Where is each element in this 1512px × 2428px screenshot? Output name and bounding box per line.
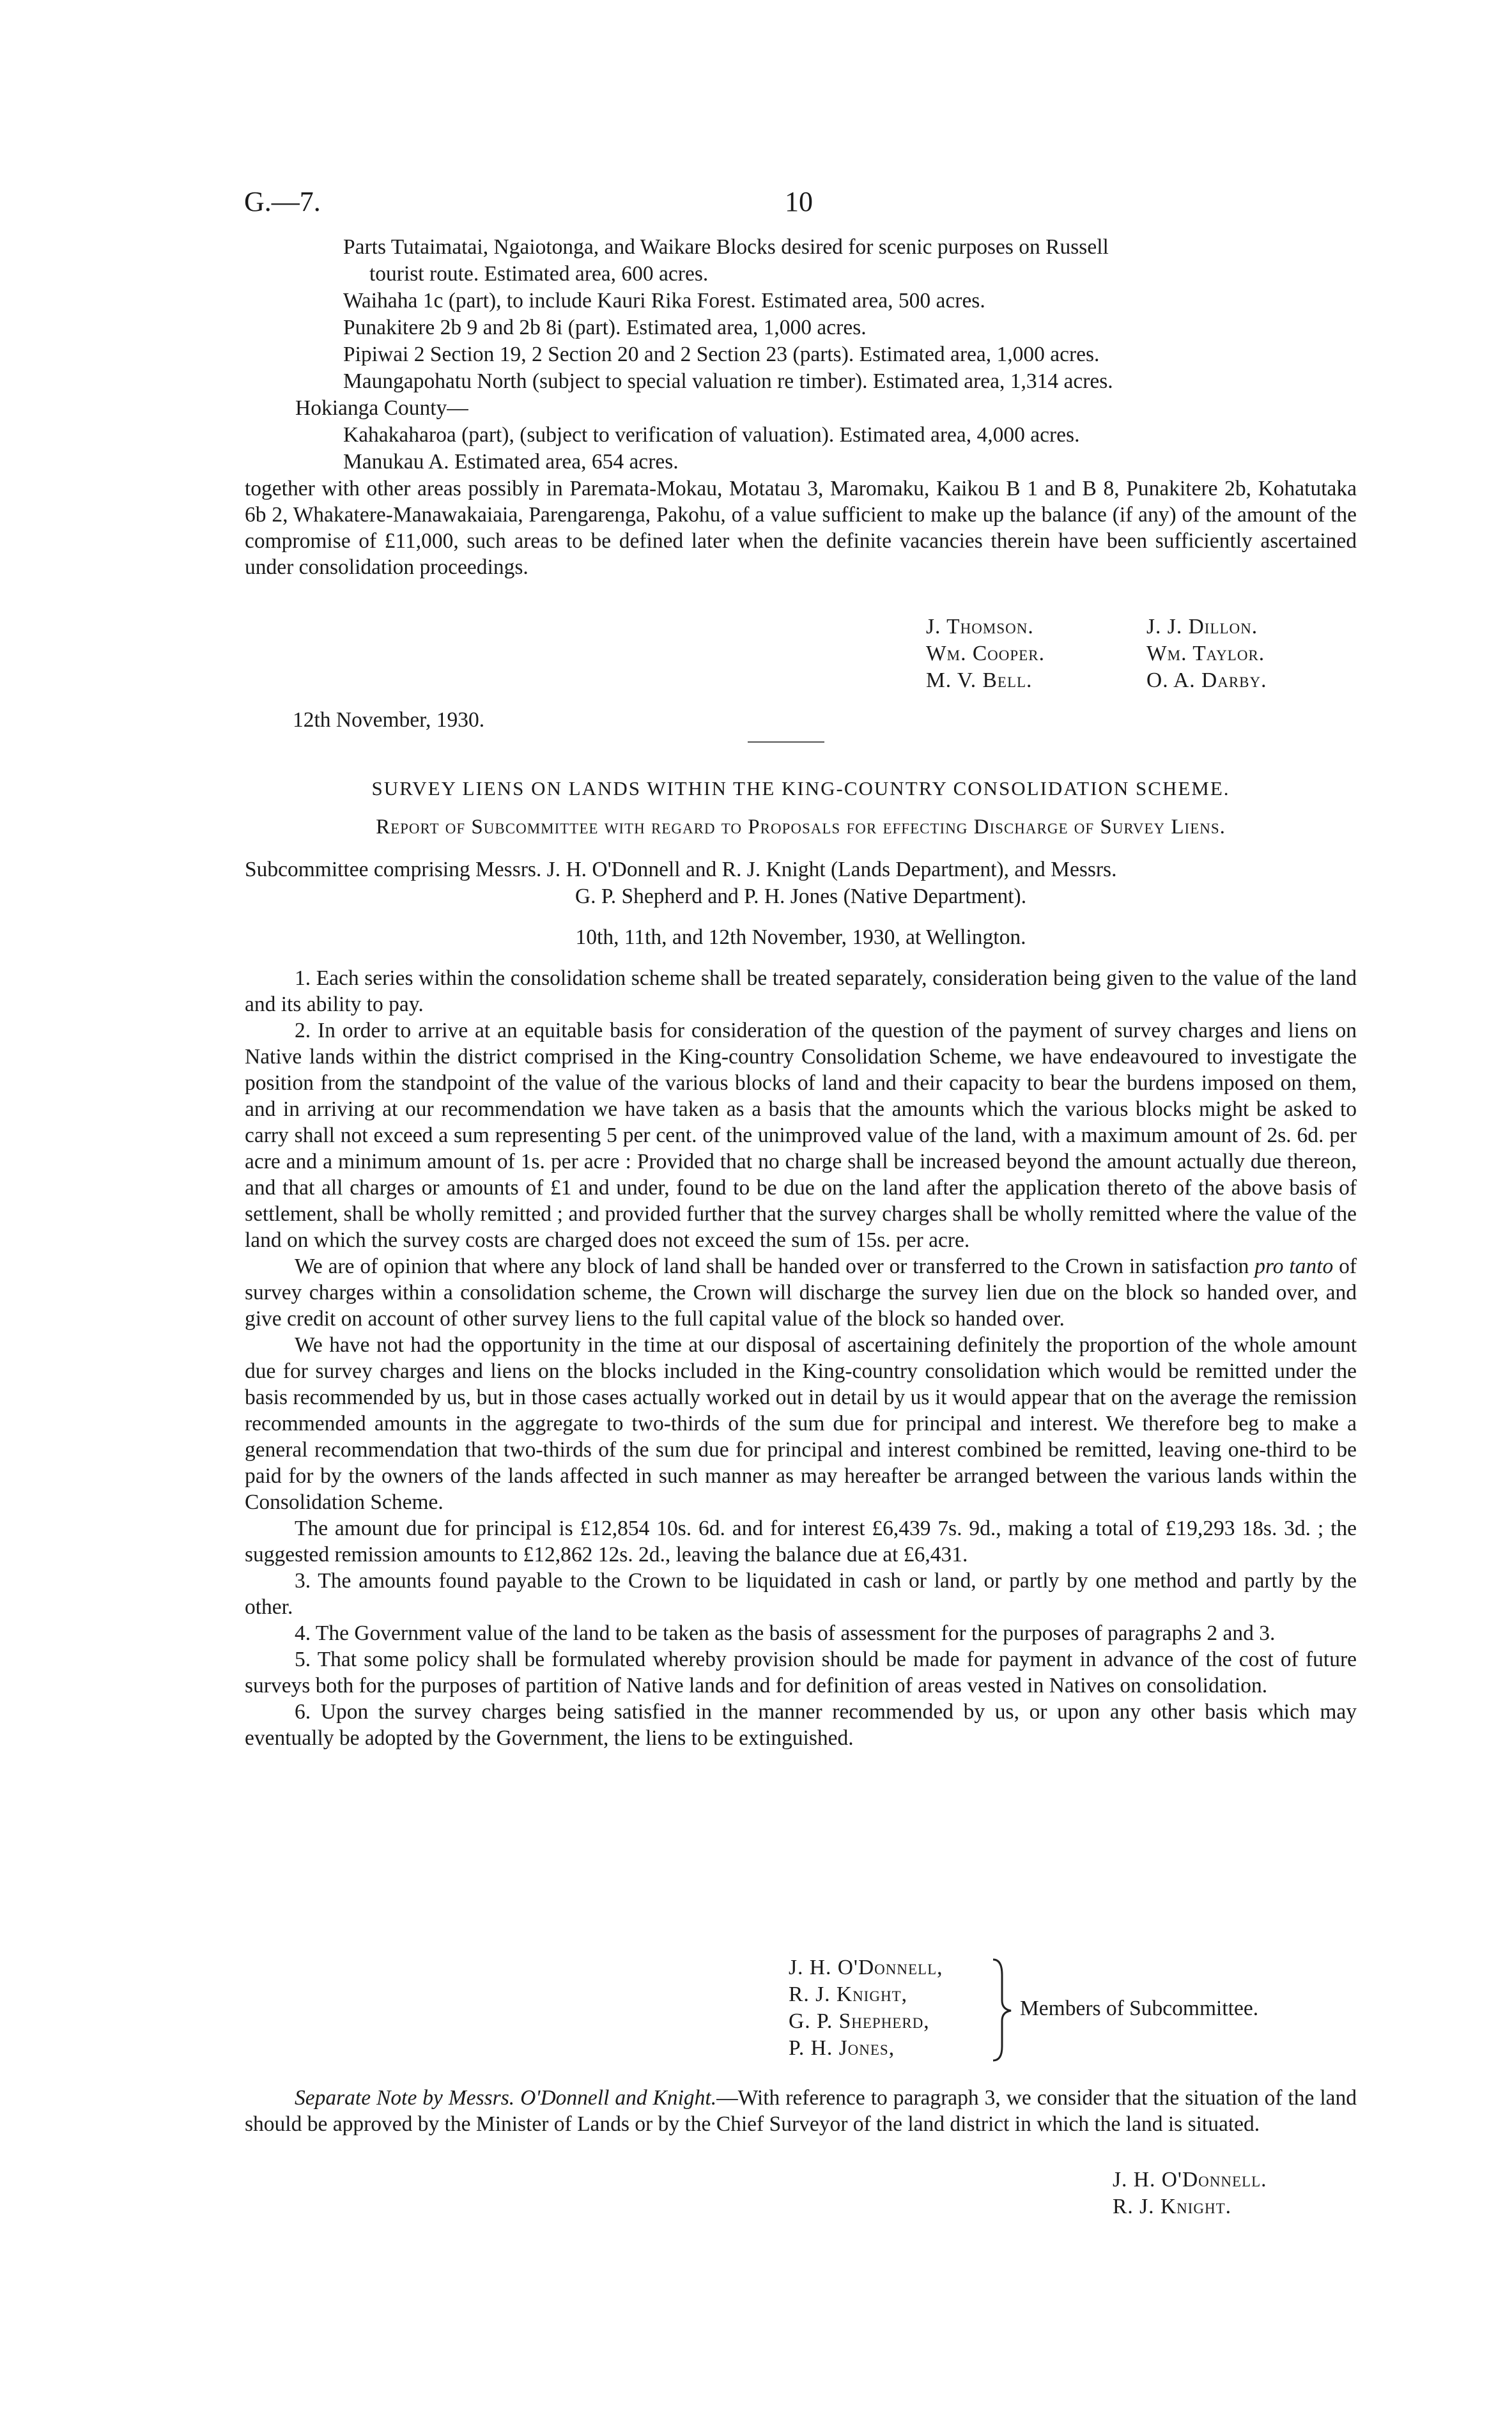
paragraph-2-crown — [245, 1253, 1357, 1332]
subcommittee-line: Subcommittee comprising Messrs. J. H. O'Donnell and R. J. Knight (Lands Department), and Messrs. — [245, 858, 1117, 881]
member-name: P. H. Jones, — [789, 2036, 895, 2060]
divider — [748, 741, 824, 743]
meeting-dates: 10th, 11th, and 12th November, 1930, at Wellington. — [575, 925, 1026, 949]
report-body — [245, 965, 1357, 1751]
list-item: Kahakaharoa (part), (subject to verification of valuation). Estimated area, 4,000 acres. — [343, 423, 1080, 447]
brace-icon — [989, 1956, 1015, 2064]
final-signature: J. H. O'Donnell. — [1113, 2168, 1267, 2192]
list-item: Maungapohatu North (subject to special valuation re timber). Estimated area, 1,314 acres. — [343, 369, 1113, 393]
member-name: R. J. Knight, — [789, 1983, 907, 2006]
paragraph-text: —With reference to paragraph 3, we consider that the situation of the land should be approved by the Minister of Lands or by the Chief Surveyor of the land district in which the land is situated. — [245, 2086, 1357, 2136]
signatory: O. A. Darby. — [1146, 669, 1267, 692]
paragraph-text: together with other areas possibly in Paremata-Mokau, Motatau 3, Maromaku, Kaikou B 1 and B 8, Punakitere 2b, Kohatutaka 6b 2, Whakatere-Manawakaiaia, Parengarenga, Pakohu, of a value sufficient to make up the balance (if any) of the amount of the compromise of £11,000, such areas to be defined later when the definite vacancies therein have been sufficiently ascertained under consolidation proceedings. — [245, 477, 1357, 579]
paragraph-1: 1. Each series within the consolidation scheme shall be treated separately, consideration being given to the value of the land and its ability to pay. — [245, 966, 1357, 1016]
member-name: J. H. O'Donnell, — [789, 1956, 943, 1979]
county-heading: Hokianga County— — [295, 396, 468, 420]
separate-note-text — [245, 2085, 1357, 2137]
list-item-continuation: tourist route. Estimated area, 600 acres. — [369, 262, 709, 286]
signatory: Wm. Cooper. — [926, 642, 1045, 665]
member-name: G. P. Shepherd, — [789, 2009, 930, 2033]
signatory: M. V. Bell. — [926, 669, 1033, 692]
paragraph-2-opportunity: We have not had the opportunity in the time at our disposal of ascertaining definitely the proportion of the whole amount due for survey charges and liens on the blocks included in the King-country consolidation which would be remitted under the basis recommended by us, but in those cases actually worked out in detail by us it would appear that on the average the remission recommended amounts in the aggregate to two-thirds of the sum due for principal and interest. We therefore beg to make a general recommendation that two-thirds of the sum due for principal and interest combined be remitted, leaving one-third to be paid for by the owners of the lands affected in such manner as may hereafter be arranged between the various lands within the Consolidation Scheme. — [245, 1333, 1357, 1514]
list-item: Punakitere 2b 9 and 2b 8i (part). Estimated area, 1,000 acres. — [343, 316, 867, 339]
italic-phrase: pro tanto — [1254, 1255, 1334, 1278]
signatory: J. Thomson. — [926, 615, 1034, 638]
signatory: Wm. Taylor. — [1146, 642, 1265, 665]
date-line: 12th November, 1930. — [293, 708, 485, 732]
paragraph-text: of survey charges within a consolidation scheme, the Crown will discharge the survey lien due on the block so handed over, and give credit on account of other survey liens to the full capital value of the block so handed over. — [245, 1255, 1357, 1331]
subcommittee-line: G. P. Shepherd and P. H. Jones (Native Department). — [575, 885, 1027, 908]
list-item: Pipiwai 2 Section 19, 2 Section 20 and 2 Section 23 (parts). Estimated area, 1,000 acres. — [343, 343, 1100, 366]
paragraph-5: 5. That some policy shall be formulated whereby provision should be made for payment in advance of the cost of future surveys both for the purposes of partition of Native lands and for definition of areas vested in Natives on consolidation. — [245, 1648, 1357, 1697]
paragraph-4: 4. The Government value of the land to be taken as the basis of assessment for the purposes of paragraphs 2 and 3. — [295, 1621, 1276, 1645]
paragraph-text: We are of opinion that where any block of land shall be handed over or transferred to the Crown in satisfaction — [295, 1255, 1255, 1278]
signatory: J. J. Dillon. — [1146, 615, 1258, 638]
together-paragraph — [245, 476, 1357, 580]
page-number: 10 — [785, 186, 813, 217]
paragraph-2-amounts: The amount due for principal is £12,854 10s. 6d. and for interest £6,439 7s. 9d., making a total of £19,293 18s. 3d. ; the suggested remission amounts to £12,862 12s. 2d., leaving the balance due at £6,431. — [245, 1517, 1357, 1566]
separate-note — [245, 2085, 1357, 2137]
italic-phrase: Separate Note by Messrs. O'Donnell and Knight. — [295, 2086, 717, 2110]
paragraph-2: 2. In order to arrive at an equitable basis for consideration of the question of the payment of survey charges and liens on Native lands within the district comprised in the King-country Consolidation Scheme, we have endeavoured to investigate the position from the standpoint of the value of the various blocks of land and their capacity to bear the burdens imposed on them, and in arriving at our recommendation we have taken as a basis that the amounts which the various blocks might be asked to carry shall not exceed a sum representing 5 per cent. of the unimproved value of the land, with a maximum amount of 2s. 6d. per acre and a minimum amount of 1s. per acre : Provided that no charge shall be increased beyond the amount actually due thereon, and that all charges or amounts of £1 and under, found to be due on the land after the application thereto of the above basis of settlement, shall be wholly remitted ; and provided further that the survey charges shall be wholly remitted where the value of the land on which the survey costs are charged does not exceed the sum of 15s. per acre. — [245, 1019, 1357, 1252]
members-label: Members of Subcommittee. — [1020, 1997, 1259, 2020]
paragraph-3: 3. The amounts found payable to the Crown to be liquidated in cash or land, or partly by one method and partly by the other. — [245, 1569, 1357, 1619]
list-item: Waihaha 1c (part), to include Kauri Rika Forest. Estimated area, 500 acres. — [343, 289, 985, 313]
report-title: Report of Subcommittee with regard to Proposals for effecting Discharge of Survey Liens. — [376, 816, 1226, 839]
document-reference: G.—7. — [244, 186, 321, 217]
paragraph-6: 6. Upon the survey charges being satisfied in the manner recommended by us, or upon any other basis which may eventually be adopted by the Government, the liens to be extinguished. — [245, 1700, 1357, 1750]
list-item: Parts Tutaimatai, Ngaiotonga, and Waikare Blocks desired for scenic purposes on Russell — [343, 235, 1109, 259]
final-signature: R. J. Knight. — [1113, 2195, 1231, 2218]
list-item: Manukau A. Estimated area, 654 acres. — [343, 450, 679, 474]
section-title: SURVEY LIENS ON LANDS WITHIN THE KING-COUNTRY CONSOLIDATION SCHEME. — [371, 777, 1230, 800]
